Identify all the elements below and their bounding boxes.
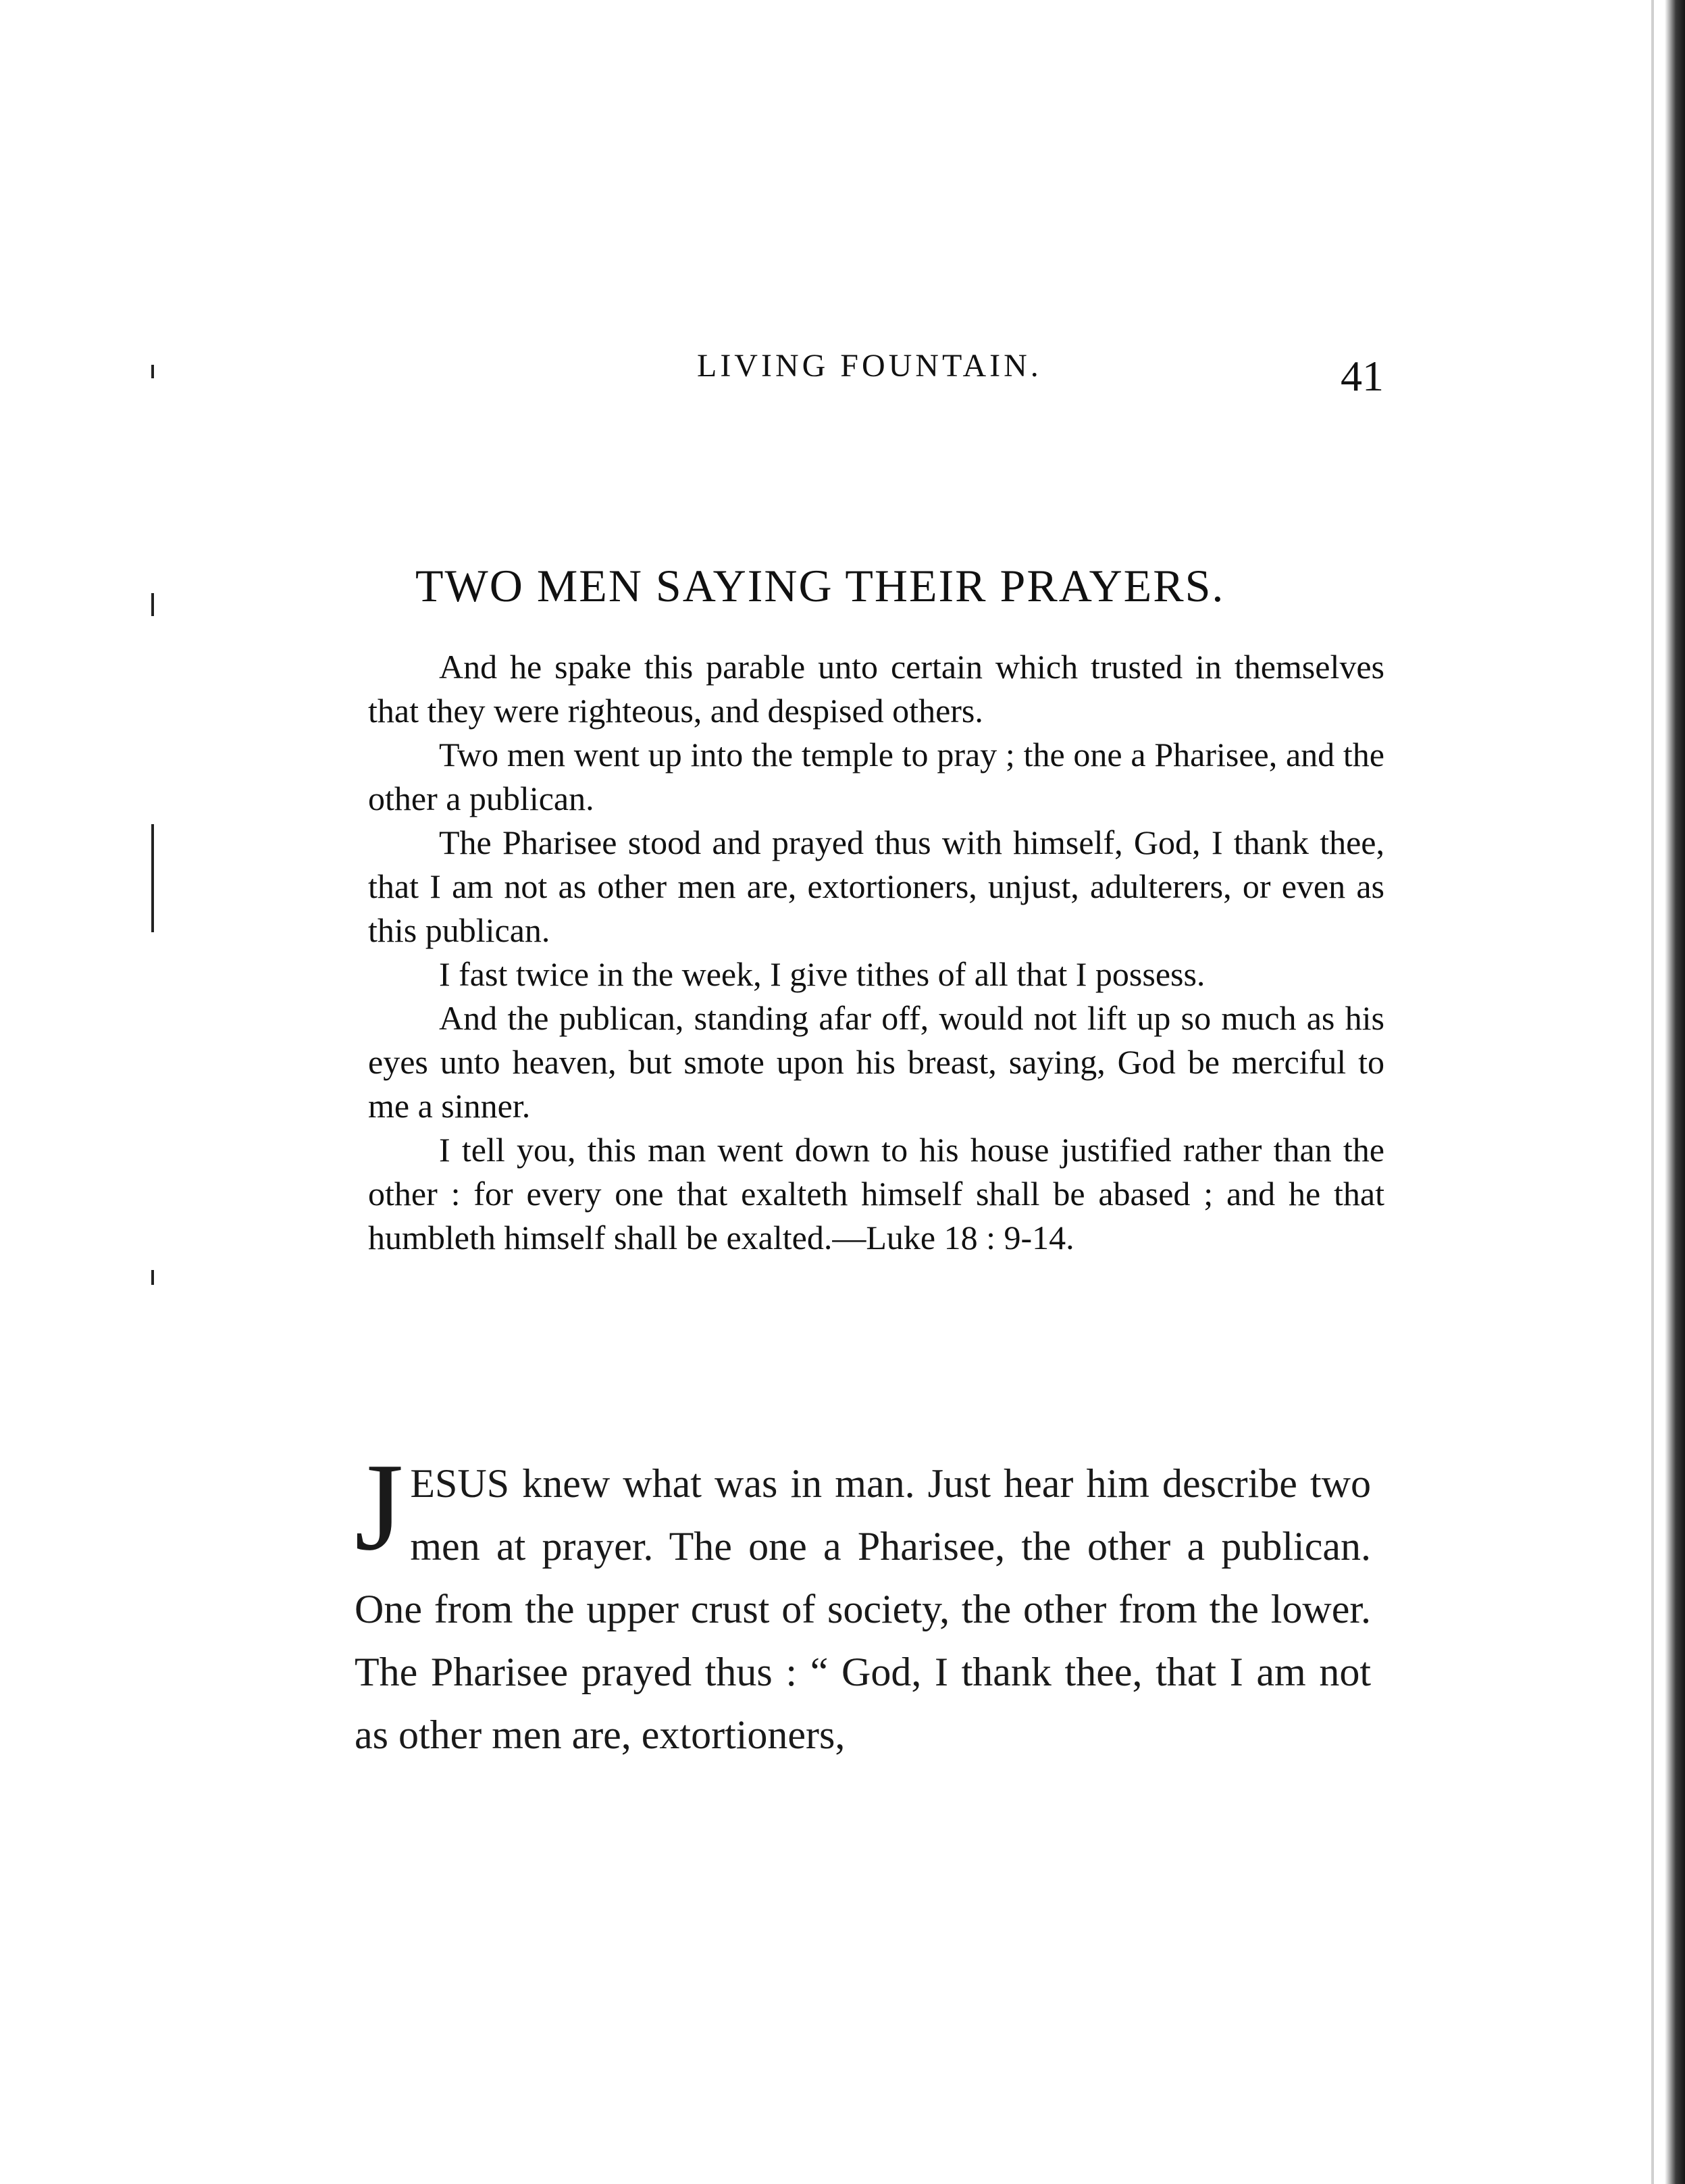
page-number: 41 bbox=[1341, 352, 1384, 400]
book-binding-edge bbox=[1665, 0, 1685, 2184]
scripture-passage bbox=[368, 645, 1384, 1260]
scan-edge-mark bbox=[151, 824, 154, 932]
section-title: TWO MEN SAYING THEIR PRAYERS. bbox=[415, 560, 1225, 611]
scripture-verse: Two men went up into the temple to pray ; the one a Pharisee, and the other a publican. bbox=[368, 736, 1384, 817]
drop-cap: J bbox=[355, 1438, 404, 1577]
scripture-verse: I tell you, this man went down to his house justified rather than the other : for every one that exalteth himself shall be abased ; and he that humbleth himself shall be exalted.—Luke 18 : 9-14. bbox=[368, 1131, 1384, 1256]
scan-edge-mark bbox=[151, 1270, 154, 1285]
scripture-verse: And he spake this parable unto certain which trusted in themselves that they were righteous, and despised others. bbox=[368, 648, 1384, 730]
body-text bbox=[355, 1438, 1371, 1767]
scan-edge-mark bbox=[151, 365, 154, 378]
scripture-verse: The Pharisee stood and prayed thus with himself, God, I thank thee, that I am not as other men are, extortioners, unjust, adulterers, or even as this publican. bbox=[368, 823, 1384, 949]
scripture-verse: I fast twice in the week, I give tithes of all that I possess. bbox=[439, 955, 1206, 993]
scan-edge-mark bbox=[151, 593, 154, 616]
body-paragraph-text: ESUS knew what was in man. Just hear him describe two men at prayer. The one a Pharisee, the other a publican. One from the upper crust of society, the other from the lower. The Pharisee prayed thus : “ God, I thank thee, that I am not as other men are, extortioners, bbox=[355, 1461, 1371, 1757]
binding-shadow bbox=[1651, 0, 1654, 2184]
scripture-verse: And the publican, standing afar off, would not lift up so much as his eyes unto heaven, but smote upon his breast, saying, God be merciful to me a sinner. bbox=[368, 999, 1384, 1125]
running-head: LIVING FOUNTAIN. bbox=[697, 348, 1042, 384]
body-paragraph bbox=[355, 1438, 1371, 1767]
